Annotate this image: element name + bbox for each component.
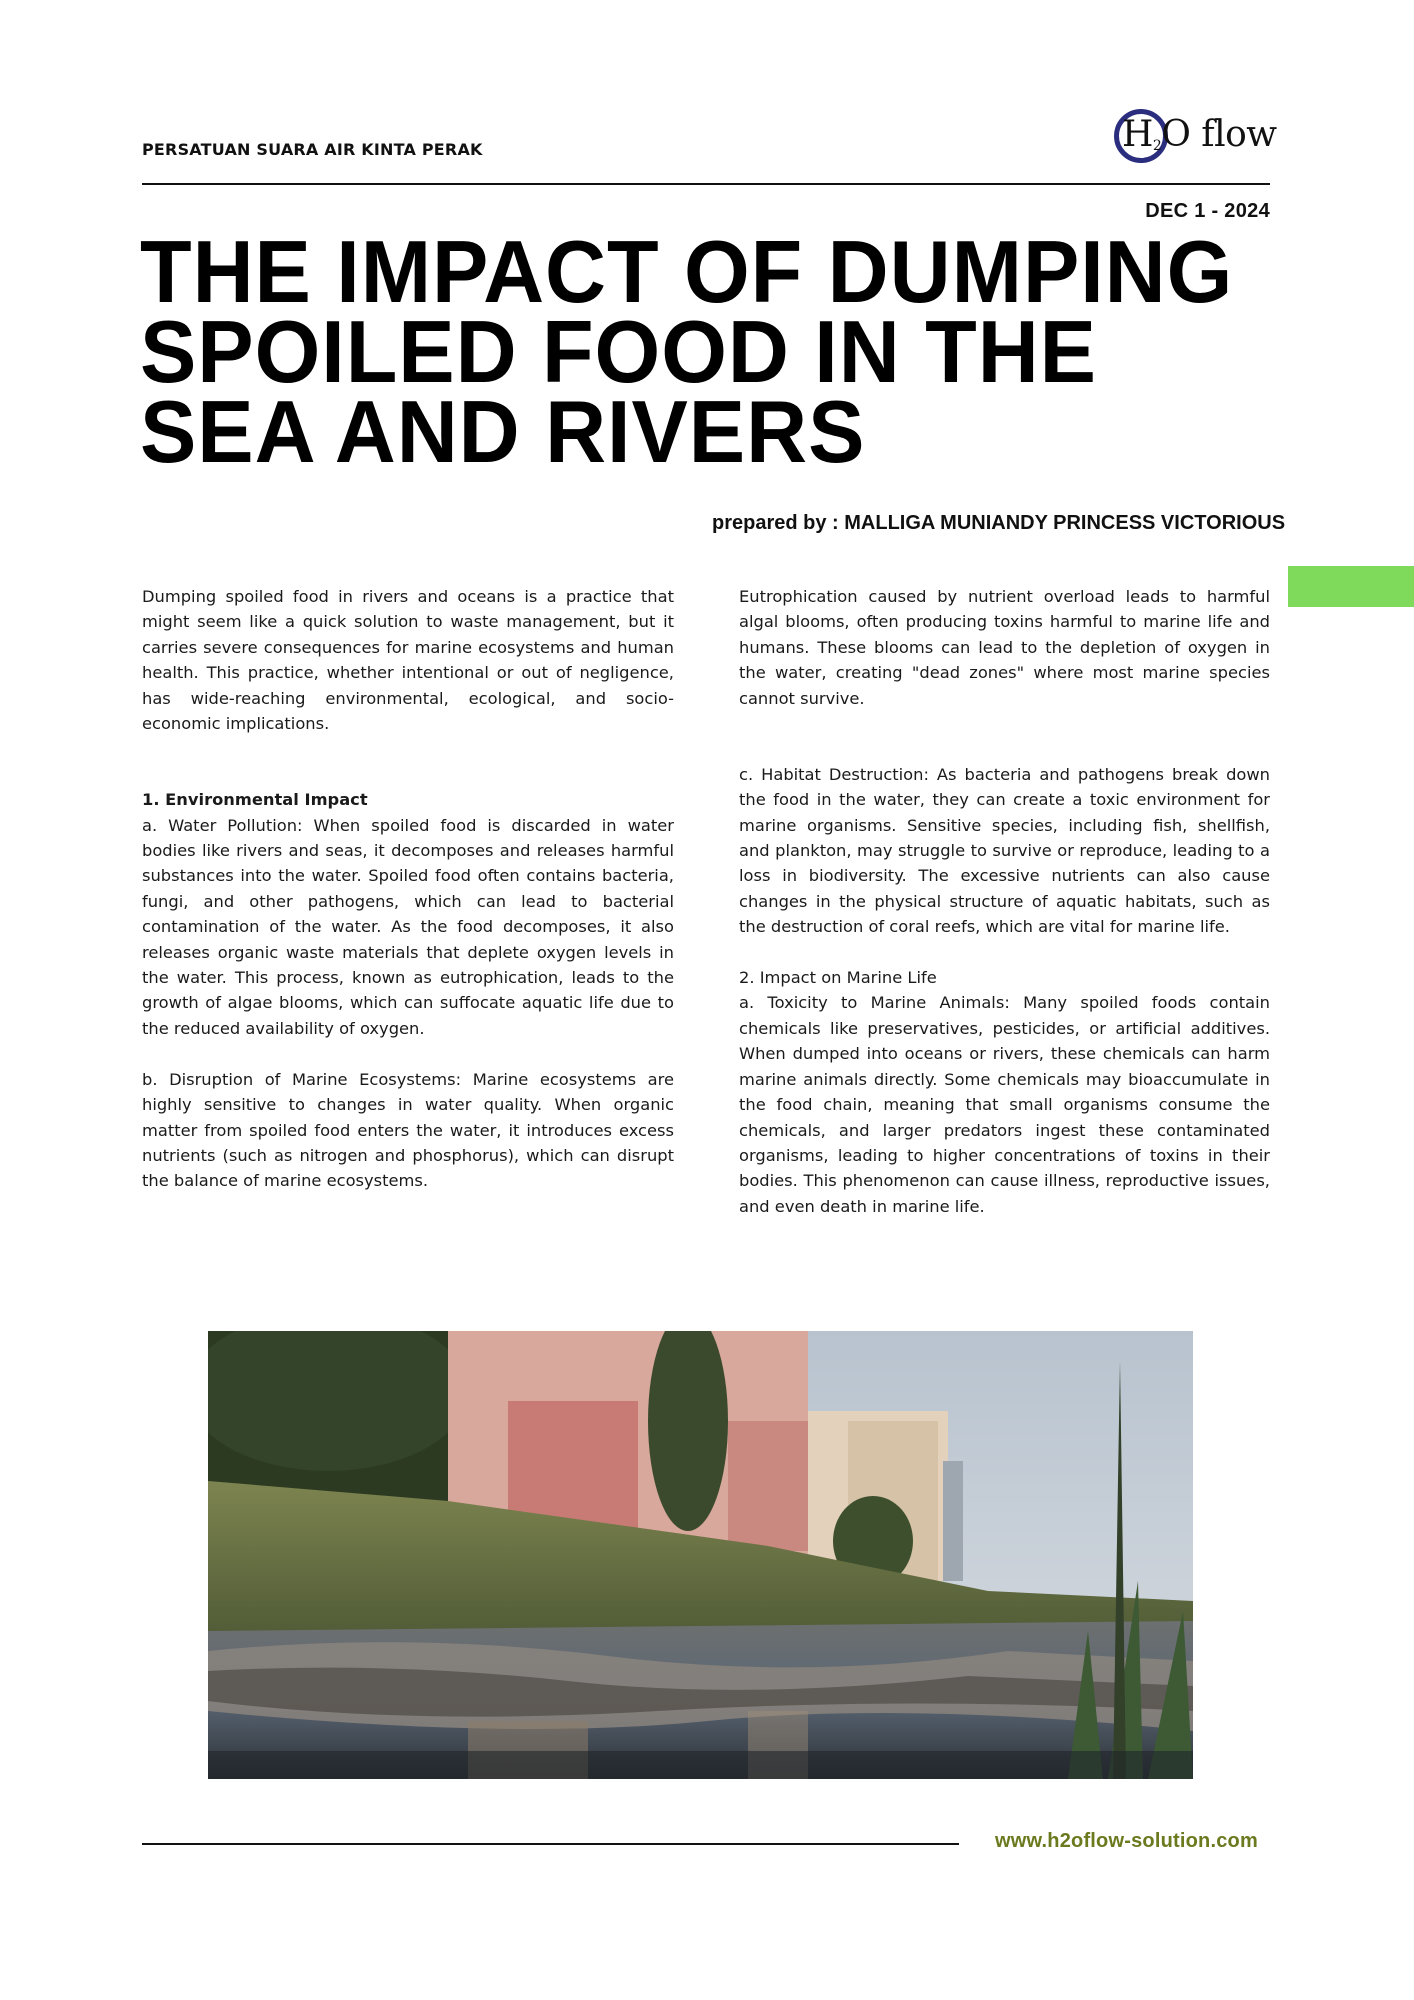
h2o-flow-logo <box>1110 106 1285 174</box>
paragraph-toxicity: a. Toxicity to Marine Animals: Many spoiled foods contain chemicals like preservatives, pesticides, or artificial additives. When dumped into oceans or rivers, these chemicals can harm marine animals directly. Some chemicals may bioaccumulate in the food chain, meaning that small organisms consume the chemicals, and larger predators ingest these contaminated organisms, leading to higher concentrations of toxins in their bodies. This phenomenon can cause illness, reproductive issues, and even death in marine life. <box>739 993 1270 1216</box>
photo-illustration <box>208 1331 1193 1779</box>
intro-paragraph: Dumping spoiled food in rivers and oceans is a practice that might seem like a quick solution to waste management, but it carries severe consequences for marine ecosystems and human health. This practice, whether intentional or out of negligence, has wide-reaching environmental, ecological, and socio-economic implications. <box>142 587 674 734</box>
section-heading: 2. Impact on Marine Life <box>739 968 937 988</box>
title-line: SEA AND RIVERS <box>140 382 866 481</box>
title-line: SPOILED FOOD IN THE <box>140 302 1097 401</box>
header-divider <box>142 183 1270 185</box>
green-accent-tab <box>1288 566 1414 607</box>
paragraph-water-pollution: a. Water Pollution: When spoiled food is discarded in water bodies like rivers and seas, it decomposes and releases harmful substances into the water. Spoiled food often contains bacteria, fungi, and other pathogens, which can lead to bacterial contamination of the water. As the food decomposes, it also releases organic waste materials that deplete oxygen levels in the water. This process, known as eutrophication, leads to the growth of algae blooms, which can suffocate aquatic life due to the reduced availability of oxygen. <box>142 815 674 1038</box>
footer-divider <box>142 1843 959 1845</box>
article-title <box>140 222 1254 481</box>
logo-text: $H_2O$ flow <box>1122 114 1277 155</box>
website-link[interactable]: www.h2oflow-solution.com <box>995 1830 1258 1852</box>
paragraph-ecosystem-disruption: b. Disruption of Marine Ecosystems: Marine ecosystems are highly sensitive to changes in water quality. When organic matter from spoiled food enters the water, it introduces excess nutrients (such as nitrogen and phosphorus), which can disrupt the balance of marine ecosystems. <box>142 1069 674 1191</box>
polluted-river-photo <box>208 1331 1193 1779</box>
section-heading: 1. Environmental Impact <box>142 790 368 810</box>
organization-name: PERSATUAN SUARA AIR KINTA PERAK <box>142 140 483 159</box>
issue-date: DEC 1 - 2024 <box>1145 200 1270 222</box>
author-byline: prepared by : MALLIGA MUNIANDY PRINCESS VICTORIOUS <box>712 512 1286 534</box>
paragraph-eutrophication: Eutrophication caused by nutrient overload leads to harmful algal blooms, often producing toxins harmful to marine life and humans. These blooms can lead to the depletion of oxygen in the water, creating "dead zones" where most marine species cannot survive. <box>739 587 1270 708</box>
title-line: THE IMPACT OF DUMPING <box>140 222 1234 321</box>
left-column <box>142 584 674 1194</box>
paragraph-habitat-destruction: c. Habitat Destruction: As bacteria and pathogens break down the food in the water, they can create a toxic environment for marine organisms. Sensitive species, including fish, shellfish, and plankton, may struggle to survive or reproduce, leading to a loss in biodiversity. The excessive nutrients can also cause changes in the physical structure of aquatic habitats, such as the destruction of coral reefs, which are vital for marine life. <box>739 764 1270 937</box>
right-column <box>739 584 1270 1219</box>
